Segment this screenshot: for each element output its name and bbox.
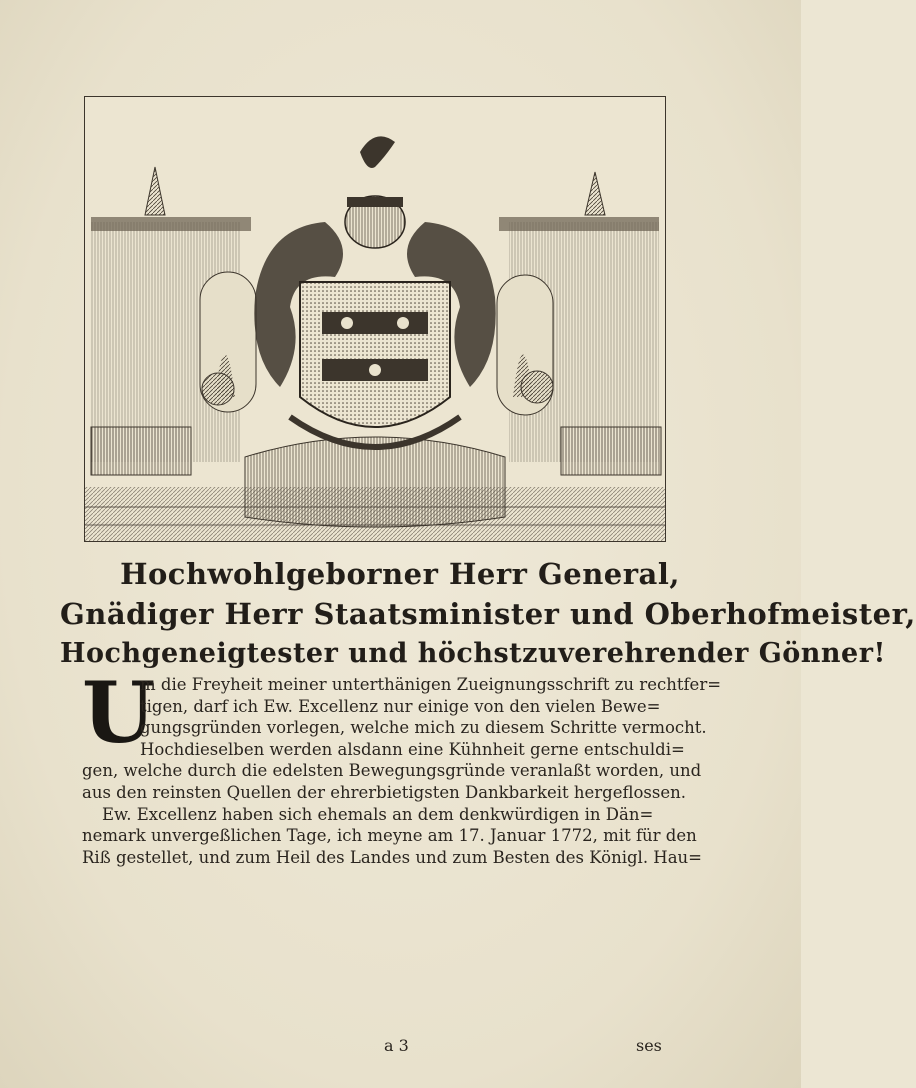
signature-mark: a 3 xyxy=(384,1036,409,1055)
dedication-headings xyxy=(60,554,916,674)
text-line: m die Freyheit meiner unterthänigen Zueignungsschrift zu rechtfer= xyxy=(140,675,722,694)
drop-cap: U xyxy=(82,663,156,762)
text-line: gen, welche durch die edelsten Bewegungsgründe veranlaßt worden, und xyxy=(82,761,702,781)
heraldic-vignette xyxy=(84,96,666,542)
text-line: Riß gestellet, und zum Heil des Landes und zum Besten des Königl. Hau= xyxy=(82,847,702,867)
text-line: aus den reinsten Quellen der ehrerbietigsten Dankbarkeit hergeflossen. xyxy=(82,782,686,802)
text-line: nemark unvergeßlichen Tage, ich meyne am 17. Januar 1772, mit für den xyxy=(82,826,697,846)
page-footer xyxy=(0,1036,801,1058)
catchword: ses xyxy=(636,1036,662,1055)
text-line: gungsgründen vorlegen, welche mich zu diesem Schritte vermocht. xyxy=(140,718,707,738)
text-line: tigen, darf ich Ew. Excellenz nur einige von den vielen Bewe= xyxy=(140,696,661,716)
text-line: Ew. Excellenz haben sich ehemals an dem denkwürdigen in Dän= xyxy=(102,804,654,824)
heading-line-3: Hochgeneigtester und höchstzuverehrender Gönner! xyxy=(60,638,886,669)
text-line: Hochdieselben werden alsdann eine Kühnheit gerne entschuldi= xyxy=(140,739,685,759)
coat-of-arms-engraving-icon xyxy=(85,97,665,541)
dedication-body xyxy=(82,663,722,868)
heading-line-2: Gnädiger Herr Staatsminister und Oberhofmeister, xyxy=(60,597,916,631)
heading-line-1: Hochwohlgeborner Herr General, xyxy=(120,557,680,591)
